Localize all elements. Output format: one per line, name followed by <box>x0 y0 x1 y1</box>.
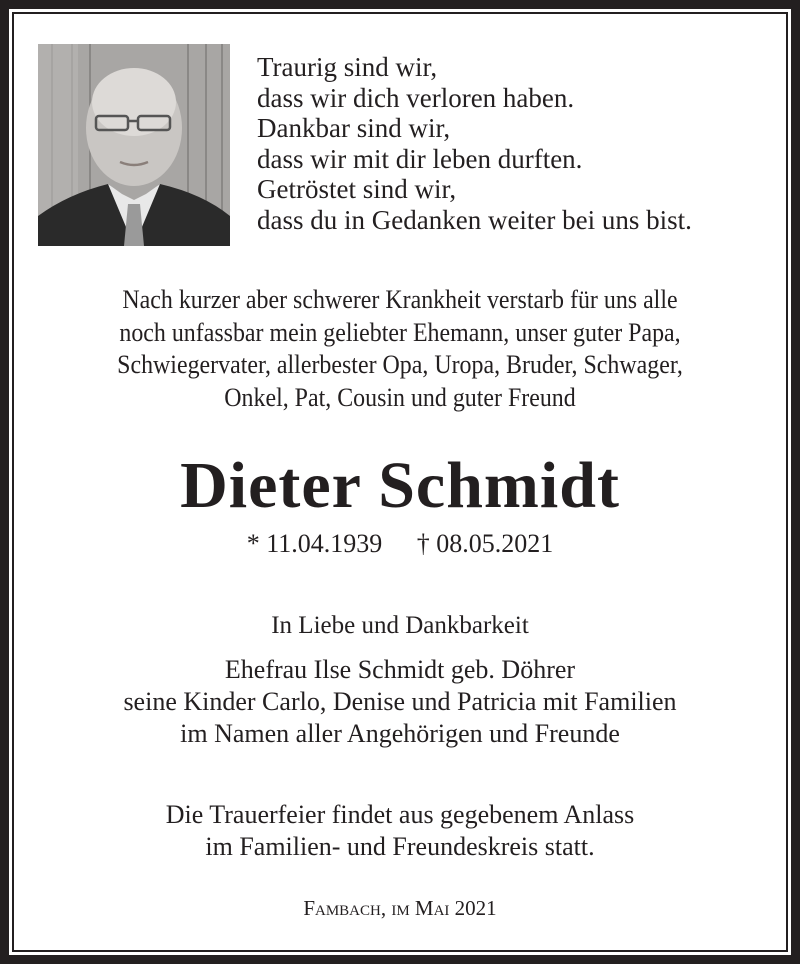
intro-text <box>45 284 755 414</box>
ceremony-line: im Familien- und Freundeskreis statt. <box>205 832 595 861</box>
deceased-name: Dieter Schmidt <box>180 449 620 522</box>
death-date: † 08.05.2021 <box>416 529 554 558</box>
thanks-line: In Liebe und Dankbarkeit <box>271 612 529 639</box>
obituary-frame <box>9 9 791 955</box>
life-dates <box>14 528 786 560</box>
mourner-line: seine Kinder Carlo, Denise und Patricia mit Familien <box>123 687 677 716</box>
mourner-line: Ehefrau Ilse Schmidt geb. Döhrer <box>224 655 576 684</box>
intro-line: noch unfassbar mein geliebter Ehemann, unser guter Papa, <box>119 317 681 347</box>
poem-line: dass du in Gedanken weiter bei uns bist. <box>257 204 692 235</box>
mourners <box>14 654 786 750</box>
poem-line: Traurig sind wir, <box>257 52 438 82</box>
ceremony-note <box>14 799 786 863</box>
obituary-inner-border <box>12 12 788 952</box>
mourner-line: im Namen aller Angehörigen und Freunde <box>180 719 620 748</box>
poem-line: dass wir mit dir leben durften. <box>257 143 583 174</box>
place-date: Fambach, im Mai 2021 <box>303 896 497 920</box>
poem-line: Getröstet sind wir, <box>257 174 457 204</box>
intro-line: Schwiegervater, allerbester Opa, Uropa, Bruder, Schwager, <box>117 350 683 379</box>
intro-line: Onkel, Pat, Cousin und guter Freund <box>224 382 576 412</box>
poem-line: dass wir dich verloren haben. <box>257 82 575 113</box>
portrait-photo <box>38 44 230 246</box>
intro-line: Nach kurzer aber schwerer Krankheit verstarb für uns alle <box>122 285 678 314</box>
birth-date: * 11.04.1939 <box>246 529 383 558</box>
poem-line: Dankbar sind wir, <box>257 113 451 143</box>
ceremony-line: Die Trauerfeier findet aus gegebenem Anlass <box>165 800 635 829</box>
poem <box>257 52 777 235</box>
